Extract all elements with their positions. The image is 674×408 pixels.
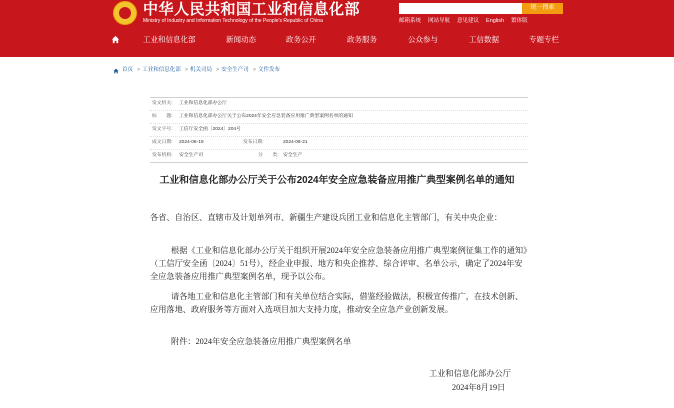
meta-issuer-value: 工业和信息化部办公厅 [179, 101, 227, 106]
document-metadata [150, 97, 528, 163]
meta-title-value: 工业和信息化部办公厅关于公布2024年安全应急装备应用推广典型案例名单的通知 [179, 114, 353, 119]
meta-published-label: 发布日期: [243, 140, 264, 145]
nav-item-gov-affairs[interactable]: 政务公开 [286, 35, 316, 44]
document-salutation: 各省、自治区、直辖市及计划单列市、新疆生产建设兵团工业和信息化主管部门，有关中央企业： [150, 213, 503, 222]
meta-created-label: 成文日期: [152, 140, 173, 145]
breadcrumb-departments[interactable]: 机关司局 [189, 67, 212, 73]
breadcrumb [113, 67, 282, 74]
top-link-mail[interactable]: 邮箱系统 [399, 18, 422, 24]
top-link-english[interactable]: English [486, 18, 505, 24]
meta-title-label: 标 题: [152, 114, 173, 119]
breadcrumb-separator: > [184, 67, 188, 73]
breadcrumb-documents[interactable]: 文件发布 [257, 67, 280, 73]
meta-row-docno [150, 124, 528, 137]
breadcrumb-home[interactable]: 首页 [122, 67, 134, 73]
document-paragraph-2: 请各地工业和信息化主管部门和有关单位结合实际，借鉴经验做法，积极宣传推广，在技术创新、应用落地、政府服务等方面对入选项目加大支持力度，推动安全应急产业创新发展。 [150, 292, 524, 314]
meta-row-org [150, 150, 528, 162]
site-subtitle: Ministry of Industry and Information Technology of the People's Republic of China [143, 18, 323, 24]
national-emblem-icon [113, 1, 137, 25]
breadcrumb-safety[interactable]: 安全生产司 [221, 67, 249, 73]
meta-topic-label: 分 类: [258, 153, 279, 158]
meta-row-issuer [150, 98, 528, 111]
document-paragraph-1: 根据《工业和信息化部办公厅关于组织开展2024年安全应急装备应用推广典型案例征集工作的通知》（工信厅安全函〔2024〕51号），经企业申报、地方和央企推荐、综合评审、名单公示，确定了2024年安全应急装备应用推广典型案例名单，现予以公布。 [150, 246, 528, 281]
search-button[interactable]: 统一搜索 [522, 3, 563, 14]
home-icon [113, 68, 119, 74]
document-date: 2024年8月19日 [452, 383, 506, 392]
nav-home-icon[interactable] [111, 35, 120, 47]
meta-category-label: 发布机构: [152, 153, 173, 158]
breadcrumb-separator: > [215, 67, 220, 73]
meta-category-value: 安全生产司 [179, 153, 203, 158]
meta-docno-value: 工信厅安全函〔2024〕204号 [179, 127, 241, 132]
document-title: 工业和信息化部办公厅关于公布2024年安全应急装备应用推广典型案例名单的通知 [159, 175, 515, 186]
top-link-traditional[interactable]: 繁体版 [511, 18, 528, 24]
meta-published-value: 2024-08-21 [283, 140, 308, 145]
meta-created-value: 2024-08-19 [179, 140, 204, 145]
top-link-feedback[interactable]: 意见建议 [457, 18, 480, 24]
site-header [0, 0, 674, 57]
search-input[interactable] [399, 3, 522, 14]
nav-item-data[interactable]: 工信数据 [469, 35, 499, 44]
document-signer: 工业和信息化部办公厅 [429, 369, 511, 378]
site-title: 中华人民共和国工业和信息化部 [143, 1, 361, 18]
document-attachment-link[interactable]: 附件：2024年安全应急装备应用推广典型案例名单 [171, 337, 352, 346]
meta-docno-label: 发文字号: [152, 127, 173, 132]
nav-item-topics[interactable]: 专题专栏 [529, 35, 559, 44]
meta-topic-value: 安全生产 [283, 153, 303, 158]
breadcrumb-separator: > [137, 67, 141, 73]
breadcrumb-separator: > [252, 67, 256, 73]
top-link-sitemap[interactable]: 网站导航 [428, 18, 451, 24]
nav-item-news[interactable]: 新闻动态 [226, 35, 256, 44]
meta-row-dates [150, 137, 528, 150]
nav-item-miit[interactable]: 工业和信息化部 [143, 35, 196, 44]
meta-issuer-label: 发文机关: [152, 101, 173, 106]
top-links [399, 18, 535, 25]
nav-item-public[interactable]: 公众参与 [408, 35, 438, 44]
breadcrumb-miit[interactable]: 工业和信息化部 [142, 67, 181, 73]
nav-item-gov-services[interactable]: 政务服务 [347, 35, 377, 44]
meta-row-title [150, 111, 528, 124]
